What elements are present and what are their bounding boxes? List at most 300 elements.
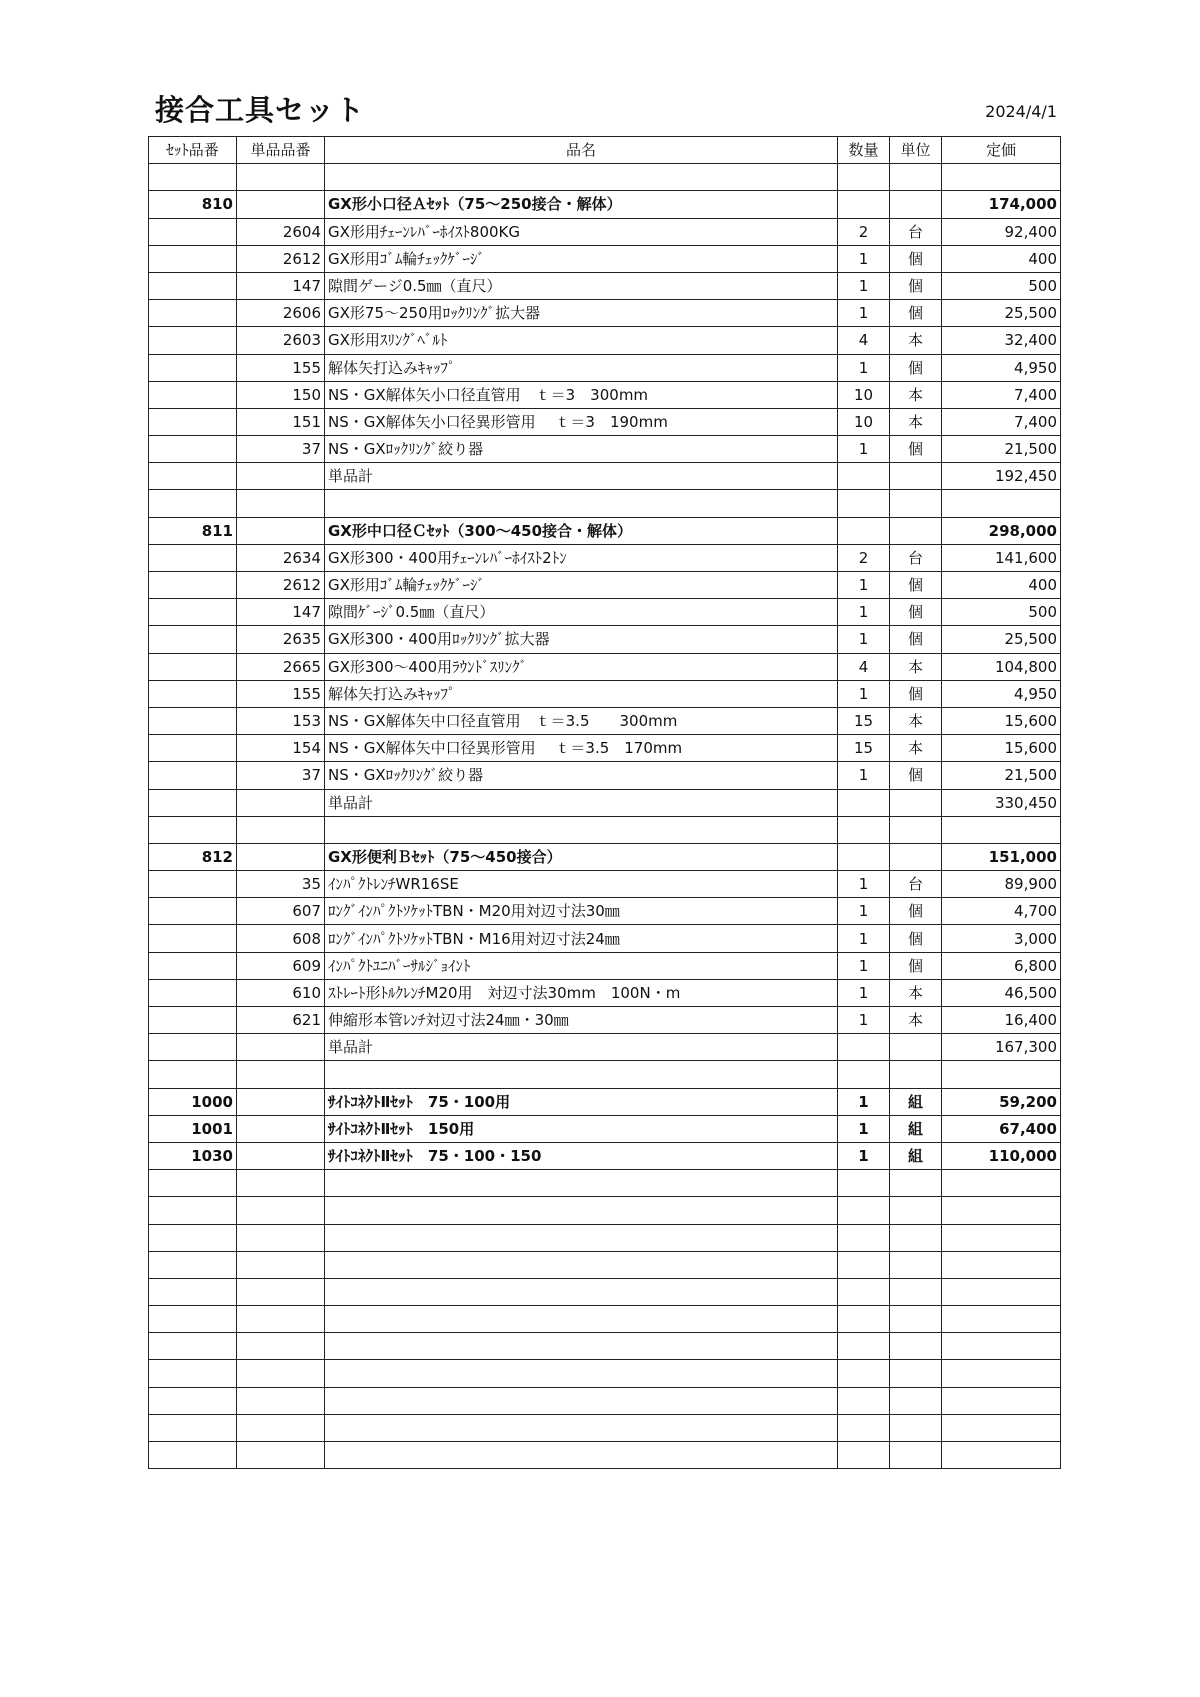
cell-unit: 本 [890,735,942,762]
cell-set-number [149,218,237,245]
cell-item-number: 2635 [237,626,325,653]
cell-unit: 本 [890,408,942,435]
cell-set-number [149,789,237,816]
header-unit: 単位 [890,137,942,164]
cell-list-price: 21,500 [942,762,1061,789]
cell-set-number [149,1034,237,1061]
cell-set-number [149,871,237,898]
cell-quantity: 1 [838,680,890,707]
cell-unit [890,517,942,544]
cell-product-name: GX形便利Ｂｾｯﾄ（75～450接合） [325,843,838,870]
cell-product-name [325,1224,838,1251]
table-row [149,789,1061,816]
cell-set-number [149,898,237,925]
cell-quantity: 15 [838,707,890,734]
table-row [149,164,1061,191]
table-row [149,436,1061,463]
cell-quantity: 2 [838,544,890,571]
cell-item-number [237,1360,325,1387]
cell-unit: 個 [890,272,942,299]
cell-unit [890,1224,942,1251]
cell-list-price [942,1170,1061,1197]
cell-quantity: 1 [838,354,890,381]
cell-product-name: GX形75～250用ﾛｯｸﾘﾝｸﾞ拡大器 [325,300,838,327]
cell-list-price: 15,600 [942,707,1061,734]
cell-set-number [149,436,237,463]
cell-item-number: 2606 [237,300,325,327]
cell-set-number [149,1224,237,1251]
cell-item-number: 151 [237,408,325,435]
cell-unit [890,164,942,191]
cell-list-price [942,1333,1061,1360]
cell-item-number: 155 [237,354,325,381]
cell-product-name: NS・GXﾛｯｸﾘﾝｸﾞ絞り器 [325,762,838,789]
cell-set-number: 1000 [149,1088,237,1115]
cell-list-price [942,1414,1061,1441]
cell-list-price: 59,200 [942,1088,1061,1115]
cell-product-name: GX形300・400用ﾁｪｰﾝﾚﾊﾞｰﾎｲｽﾄ2ﾄﾝ [325,544,838,571]
table-header-row [149,137,1061,164]
cell-quantity [838,789,890,816]
cell-product-name: NS・GX解体矢小口径異形管用 ｔ＝3 190mm [325,408,838,435]
cell-quantity [838,816,890,843]
cell-item-number [237,1387,325,1414]
cell-quantity: 1 [838,979,890,1006]
cell-product-name: ｽﾄﾚｰﾄ形ﾄﾙｸﾚﾝﾁM20用 対辺寸法30mm 100N・m [325,979,838,1006]
cell-item-number [237,843,325,870]
cell-item-number [237,1061,325,1088]
cell-item-number [237,517,325,544]
cell-set-number [149,816,237,843]
cell-quantity: 1 [838,1115,890,1142]
table-row [149,354,1061,381]
cell-product-name: GX形用ｽﾘﾝｸﾞﾍﾞﾙﾄ [325,327,838,354]
cell-list-price [942,1251,1061,1278]
cell-product-name [325,1387,838,1414]
cell-item-number [237,1251,325,1278]
cell-list-price: 400 [942,572,1061,599]
cell-item-number: 2634 [237,544,325,571]
cell-set-number [149,354,237,381]
table-row [149,463,1061,490]
cell-list-price: 330,450 [942,789,1061,816]
cell-quantity: 10 [838,408,890,435]
cell-quantity: 4 [838,653,890,680]
cell-set-number: 1001 [149,1115,237,1142]
cell-list-price [942,164,1061,191]
cell-set-number [149,925,237,952]
table-row [149,1414,1061,1441]
cell-item-number [237,164,325,191]
cell-set-number [149,1007,237,1034]
cell-quantity: 1 [838,245,890,272]
cell-unit [890,1306,942,1333]
cell-quantity [838,1061,890,1088]
price-table [148,136,1061,1469]
cell-item-number [237,1115,325,1142]
cell-product-name: GX形300～400用ﾗｳﾝﾄﾞｽﾘﾝｸﾞ [325,653,838,680]
cell-list-price: 500 [942,599,1061,626]
cell-set-number [149,1170,237,1197]
table-row [149,1251,1061,1278]
cell-set-number [149,300,237,327]
cell-quantity [838,490,890,517]
cell-list-price: 167,300 [942,1034,1061,1061]
cell-list-price: 4,950 [942,680,1061,707]
cell-set-number [149,1278,237,1305]
header-list-price: 定価 [942,137,1061,164]
table-body [149,164,1061,1469]
cell-unit: 個 [890,300,942,327]
header-product-name: 品名 [325,137,838,164]
table-row [149,381,1061,408]
cell-product-name: GX形用ｺﾞﾑ輪ﾁｪｯｸｹﾞｰｼﾞ [325,572,838,599]
cell-unit: 個 [890,354,942,381]
cell-quantity: 15 [838,735,890,762]
cell-product-name: NS・GX解体矢中口径異形管用 ｔ＝3.5 170mm [325,735,838,762]
cell-product-name: NS・GXﾛｯｸﾘﾝｸﾞ絞り器 [325,436,838,463]
cell-quantity: 4 [838,327,890,354]
cell-unit: 本 [890,979,942,1006]
cell-quantity [838,191,890,218]
cell-quantity [838,1034,890,1061]
cell-quantity [838,1306,890,1333]
cell-quantity: 10 [838,381,890,408]
header-quantity: 数量 [838,137,890,164]
cell-list-price: 500 [942,272,1061,299]
cell-product-name [325,1333,838,1360]
cell-unit: 組 [890,1088,942,1115]
cell-quantity [838,164,890,191]
table-row [149,191,1061,218]
cell-item-number: 147 [237,272,325,299]
cell-set-number [149,979,237,1006]
document-date: 2024/4/1 [985,102,1057,121]
cell-product-name [325,1170,838,1197]
cell-set-number [149,952,237,979]
table-row [149,898,1061,925]
cell-unit [890,490,942,517]
cell-list-price [942,1061,1061,1088]
cell-product-name [325,1360,838,1387]
cell-unit: 個 [890,436,942,463]
table-row [149,300,1061,327]
table-row [149,517,1061,544]
cell-list-price: 110,000 [942,1142,1061,1169]
cell-unit [890,1278,942,1305]
cell-set-number [149,327,237,354]
table-row [149,680,1061,707]
cell-quantity [838,1414,890,1441]
cell-product-name: GX形300・400用ﾛｯｸﾘﾝｸﾞ拡大器 [325,626,838,653]
table-row [149,653,1061,680]
table-row [149,1007,1061,1034]
cell-item-number: 150 [237,381,325,408]
cell-unit: 個 [890,572,942,599]
table-row [149,490,1061,517]
cell-quantity: 2 [838,218,890,245]
table-row [149,762,1061,789]
cell-product-name [325,816,838,843]
cell-product-name [325,164,838,191]
table-row [149,1142,1061,1169]
cell-product-name: ｻｲﾄｺﾈｸﾄⅡｾｯﾄ 150用 [325,1115,838,1142]
cell-product-name [325,1278,838,1305]
cell-list-price: 15,600 [942,735,1061,762]
cell-set-number [149,164,237,191]
cell-quantity: 1 [838,1088,890,1115]
cell-list-price [942,1360,1061,1387]
cell-item-number: 153 [237,707,325,734]
cell-product-name [325,1442,838,1469]
cell-unit [890,1061,942,1088]
table-row [149,1115,1061,1142]
cell-unit: 個 [890,680,942,707]
cell-item-number: 609 [237,952,325,979]
cell-set-number: 811 [149,517,237,544]
cell-item-number: 621 [237,1007,325,1034]
table-row [149,1333,1061,1360]
table-row [149,218,1061,245]
cell-product-name: 単品計 [325,463,838,490]
cell-quantity: 1 [838,762,890,789]
cell-product-name [325,1306,838,1333]
cell-unit [890,1442,942,1469]
cell-quantity: 1 [838,952,890,979]
cell-quantity [838,1387,890,1414]
cell-item-number [237,1197,325,1224]
cell-unit: 本 [890,707,942,734]
cell-item-number [237,1278,325,1305]
cell-unit: 組 [890,1115,942,1142]
cell-product-name: NS・GX解体矢小口径直管用 ｔ＝3 300mm [325,381,838,408]
cell-unit [890,1360,942,1387]
cell-list-price: 6,800 [942,952,1061,979]
cell-item-number [237,1034,325,1061]
cell-item-number: 155 [237,680,325,707]
cell-quantity [838,1360,890,1387]
cell-unit [890,1034,942,1061]
cell-set-number [149,490,237,517]
cell-list-price: 7,400 [942,408,1061,435]
cell-item-number: 607 [237,898,325,925]
cell-unit [890,463,942,490]
table-row [149,272,1061,299]
cell-quantity: 1 [838,1142,890,1169]
cell-product-name [325,1414,838,1441]
cell-set-number [149,544,237,571]
cell-product-name: 伸縮形本管ﾚﾝﾁ対辺寸法24㎜・30㎜ [325,1007,838,1034]
table-row [149,707,1061,734]
cell-unit: 個 [890,599,942,626]
cell-set-number [149,1061,237,1088]
cell-unit [890,1387,942,1414]
cell-product-name: ｻｲﾄｺﾈｸﾄⅡｾｯﾄ 75・100用 [325,1088,838,1115]
table-row [149,1442,1061,1469]
cell-set-number [149,1251,237,1278]
table-row [149,979,1061,1006]
cell-unit: 本 [890,653,942,680]
cell-item-number: 154 [237,735,325,762]
cell-unit: 台 [890,544,942,571]
cell-quantity [838,1224,890,1251]
table-row [149,572,1061,599]
cell-set-number [149,245,237,272]
cell-product-name: 解体矢打込みｷｬｯﾌﾟ [325,354,838,381]
cell-quantity [838,463,890,490]
cell-set-number [149,762,237,789]
cell-item-number [237,191,325,218]
cell-set-number [149,408,237,435]
cell-item-number [237,463,325,490]
table-row [149,626,1061,653]
cell-product-name: NS・GX解体矢中口径直管用 ｔ＝3.5 300mm [325,707,838,734]
cell-list-price: 3,000 [942,925,1061,952]
cell-list-price: 192,450 [942,463,1061,490]
cell-item-number: 610 [237,979,325,1006]
cell-unit: 個 [890,952,942,979]
cell-item-number: 2665 [237,653,325,680]
table-row [149,1387,1061,1414]
table-row [149,1278,1061,1305]
cell-product-name: GX形用ｺﾞﾑ輪ﾁｪｯｸｹﾞｰｼﾞ [325,245,838,272]
cell-quantity [838,517,890,544]
cell-quantity [838,843,890,870]
cell-quantity [838,1442,890,1469]
table-row [149,599,1061,626]
cell-list-price [942,1387,1061,1414]
cell-item-number [237,1142,325,1169]
table-row [149,1061,1061,1088]
cell-item-number: 2604 [237,218,325,245]
cell-quantity: 1 [838,925,890,952]
cell-product-name [325,1251,838,1278]
cell-list-price: 7,400 [942,381,1061,408]
table-row [149,1224,1061,1251]
table-row [149,1360,1061,1387]
table-row [149,871,1061,898]
cell-unit [890,843,942,870]
cell-list-price [942,1224,1061,1251]
cell-unit [890,1170,942,1197]
cell-unit: 台 [890,871,942,898]
cell-unit: 台 [890,218,942,245]
cell-product-name: ﾛﾝｸﾞｲﾝﾊﾟｸﾄｿｹｯﾄTBN・M20用対辺寸法30㎜ [325,898,838,925]
cell-quantity [838,1333,890,1360]
cell-unit [890,789,942,816]
cell-unit: 個 [890,762,942,789]
cell-set-number [149,707,237,734]
cell-item-number: 2603 [237,327,325,354]
cell-product-name [325,490,838,517]
table-row [149,816,1061,843]
cell-product-name [325,1197,838,1224]
cell-list-price: 298,000 [942,517,1061,544]
cell-set-number [149,463,237,490]
cell-product-name: 隙間ｹﾞｰｼﾞ0.5㎜（直尺） [325,599,838,626]
cell-set-number [149,572,237,599]
cell-set-number [149,626,237,653]
cell-list-price: 104,800 [942,653,1061,680]
cell-product-name: ｲﾝﾊﾟｸﾄﾚﾝﾁWR16SE [325,871,838,898]
cell-set-number [149,1360,237,1387]
cell-set-number: 1030 [149,1142,237,1169]
cell-item-number [237,1333,325,1360]
cell-item-number: 37 [237,762,325,789]
cell-item-number [237,816,325,843]
cell-item-number [237,1170,325,1197]
cell-item-number [237,1414,325,1441]
cell-unit [890,1251,942,1278]
cell-item-number: 2612 [237,245,325,272]
cell-product-name: ｻｲﾄｺﾈｸﾄⅡｾｯﾄ 75・100・150 [325,1142,838,1169]
table-row [149,1197,1061,1224]
cell-product-name: ｲﾝﾊﾟｸﾄﾕﾆﾊﾞｰｻﾙｼﾞｮｲﾝﾄ [325,952,838,979]
cell-set-number [149,1414,237,1441]
table-row [149,1088,1061,1115]
cell-set-number [149,1197,237,1224]
cell-unit [890,1197,942,1224]
cell-quantity: 1 [838,626,890,653]
cell-list-price: 16,400 [942,1007,1061,1034]
cell-set-number [149,1387,237,1414]
cell-list-price: 89,900 [942,871,1061,898]
cell-list-price [942,1278,1061,1305]
cell-set-number: 812 [149,843,237,870]
cell-set-number: 810 [149,191,237,218]
cell-quantity: 1 [838,436,890,463]
cell-unit: 本 [890,381,942,408]
cell-list-price: 25,500 [942,300,1061,327]
header-item-number: 単品品番 [237,137,325,164]
cell-quantity [838,1170,890,1197]
cell-set-number [149,735,237,762]
cell-quantity: 1 [838,871,890,898]
table-row [149,245,1061,272]
cell-list-price: 46,500 [942,979,1061,1006]
cell-set-number [149,599,237,626]
cell-list-price [942,1442,1061,1469]
cell-product-name: GX形用ﾁｪｰﾝﾚﾊﾞｰﾎｲｽﾄ800KG [325,218,838,245]
cell-quantity [838,1197,890,1224]
cell-set-number [149,381,237,408]
table-row [149,925,1061,952]
cell-product-name: GX形小口径Ａｾｯﾄ（75～250接合・解体） [325,191,838,218]
table-row [149,1306,1061,1333]
cell-unit: 組 [890,1142,942,1169]
cell-item-number [237,1306,325,1333]
cell-product-name: ﾛﾝｸﾞｲﾝﾊﾟｸﾄｿｹｯﾄTBN・M16用対辺寸法24㎜ [325,925,838,952]
table-row [149,1034,1061,1061]
cell-unit: 本 [890,1007,942,1034]
cell-quantity [838,1278,890,1305]
cell-item-number: 608 [237,925,325,952]
cell-set-number [149,1333,237,1360]
cell-item-number: 2612 [237,572,325,599]
cell-unit [890,816,942,843]
table-row [149,544,1061,571]
cell-unit: 個 [890,245,942,272]
table-row [149,843,1061,870]
cell-list-price: 174,000 [942,191,1061,218]
cell-quantity: 1 [838,898,890,925]
table-row [149,408,1061,435]
header-set-number: ｾｯﾄ品番 [149,137,237,164]
cell-list-price: 400 [942,245,1061,272]
cell-unit [890,1414,942,1441]
cell-set-number [149,1306,237,1333]
cell-unit [890,1333,942,1360]
